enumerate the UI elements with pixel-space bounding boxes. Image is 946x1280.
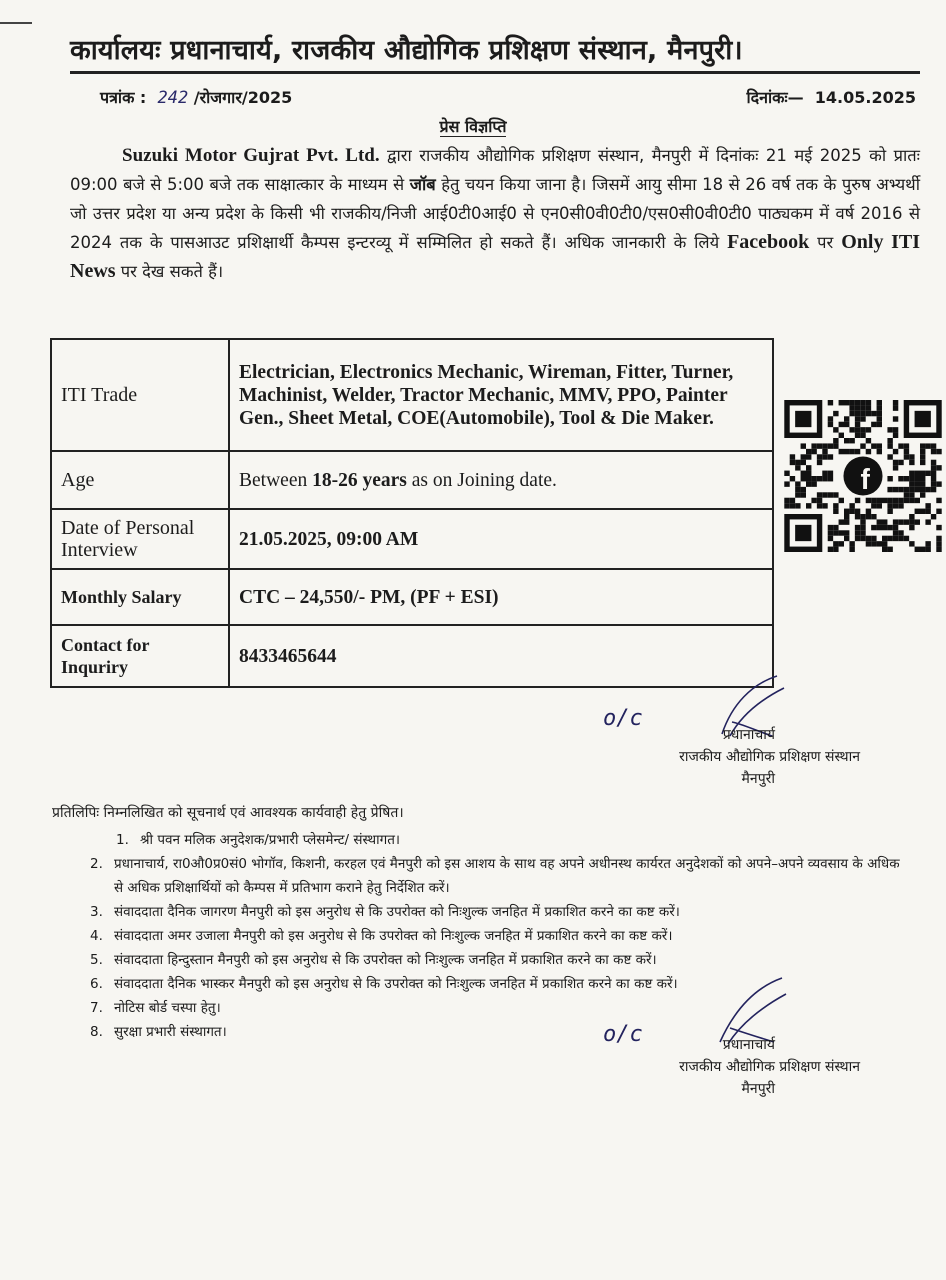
list-item: 7. नोटिस बोर्ड चस्पा हेतु। (90, 1000, 221, 1016)
trade-label: ITI Trade (51, 339, 229, 451)
list-item: 1. श्री पवन मलिक अनुदेशक/प्रभारी प्लेसमेन्ट/ संस्थागत। (116, 832, 401, 848)
trade-value: Electrician, Electronics Mechanic, Wireman, Fitter, Turner, Machinist, Welder, Tractor Mechanic, MMV, PPO, Painter Gen., Sheet Metal, COE(Automobile), Tool & Die Maker. (229, 339, 773, 451)
oc-initials: o/c (603, 706, 643, 731)
facebook-icon (843, 456, 882, 495)
ref-number: 242 (157, 88, 189, 108)
table-row (51, 339, 773, 451)
signatory-title: प्रधानाचार्य (722, 727, 775, 743)
press-release-title: प्रेस विज्ञप्ति (439, 117, 507, 136)
list-item: 2. प्रधानाचार्य, रा0औ0प्र0सं0 भोगॉव, किशनी, करहल एवं मैनपुरी को इस आशय के साथ वह अपने अधीनस्थ कार्यरत अनुदेशकों को अपने–अपने व्यवसाय के अधिक से अधिक प्रशिक्षार्थियों को कैम्पस में प्रतिभाग कराने हेतु निर्देशित करें। (90, 856, 900, 896)
issue-date (746, 86, 916, 108)
contact-label: Contact for Inquriry (51, 625, 229, 687)
ref-sep-1: / (193, 88, 200, 107)
signatory-city: मैनपुरी (741, 771, 775, 787)
date-value: 14.05.2025 (814, 88, 916, 107)
salary-value: CTC – 24,550/- PM, (PF + ESI) (229, 569, 773, 625)
signatory-institute: राजकीय औद्योगिक प्रशिक्षण संस्थान (679, 749, 860, 765)
table-row (51, 569, 773, 625)
signatory-institute: राजकीय औद्योगिक प्रशिक्षण संस्थान (679, 1059, 860, 1075)
table-row (51, 451, 773, 509)
date-label: दिनांकः— (746, 88, 804, 107)
table-row (51, 625, 773, 687)
interview-date-value: 21.05.2025, 09:00 AM (229, 509, 773, 569)
signatory-title: प्रधानाचार्य (722, 1037, 775, 1053)
only-iti-news-text: Only ITI News (70, 231, 920, 282)
corner-mark (0, 22, 32, 24)
interview-date-label: Date of Personal Interview (51, 509, 229, 569)
age-value: Between 18-26 years as on Joining date. (229, 451, 773, 509)
facebook-text: Facebook (727, 231, 810, 253)
list-item: 6. संवाददाता दैनिक भास्कर मैनपुरी को इस अनुरोध से कि उपरोक्त को निःशुल्क जनहित में प्रकाशित करने का कष्ट करें। (90, 976, 678, 992)
svg-text:f: f (860, 463, 870, 496)
qr-code[interactable] (784, 400, 942, 552)
list-item: 4. संवाददाता अमर उजाला मैनपुरी को इस अनुरोध से कि उपरोक्त को निःशुल्क जनहित में प्रकाशित करने का कष्ट करें। (90, 928, 673, 944)
oc-initials: o/c (603, 1022, 643, 1047)
press-release-body: Suzuki Motor Gujrat Pvt. Ltd. द्वारा राजकीय औद्योगिक प्रशिक्षण संस्थान, मैनपुरी में दिनांकः 21 मई 2025 को प्रातः 09:00 बजे से 5:00 बजे तक साक्षात्कार के माध्यम से जॉब हेतु चयन किया जाना है। जिसमें आयु सीमा 18 से 26 वर्ष तक के पुरुष अभ्यर्थी जो उत्तर प्रदेश या अन्य प्रदेश के किसी भी राजकीय/निजी आई0टी0आई0 से एन0सी0वी0टी0/एस0सी0वी0टी0 पाठ्यकम में वर्ष 2016 से 2024 तक के पासआउट प्रशिक्षार्थी कैम्पस इन्टरव्यू में सम्मिलित हो सकते हैं। अधिक जानकारी के लिये Facebook पर Only ITI News पर देख सकते हैं। (70, 145, 920, 282)
signature-block (600, 1034, 860, 1100)
contact-value: 8433465644 (229, 625, 773, 687)
copy-to-intro: प्रतिलिपिः निम्नलिखित को सूचनार्थ एवं आवश्यक कार्यवाही हेतु प्रेषित। (52, 805, 404, 821)
recruitment-details-table (50, 338, 774, 688)
company-name: Suzuki Motor Gujrat Pvt. Ltd. (122, 145, 380, 166)
list-item: 5. संवाददाता हिन्दुस्तान मैनपुरी को इस अनुरोध से कि उपरोक्त को निःशुल्क जनहित में प्रकाशित करने का कष्ट करें। (90, 952, 657, 968)
signatory-city: मैनपुरी (741, 1081, 775, 1097)
job-word: जॉब (409, 175, 436, 194)
ref-dept: रोजगार (199, 88, 242, 107)
ref-year: 2025 (247, 88, 293, 107)
office-header: कार्यालयः प्रधानाचार्य, राजकीय औद्योगिक प्रशिक्षण संस्थान, मैनपुरी। (70, 30, 920, 74)
age-label: Age (51, 451, 229, 509)
signature-block (600, 724, 860, 790)
ref-sep-2: / (241, 88, 248, 107)
list-item: 3. संवाददाता दैनिक जागरण मैनपुरी को इस अनुरोध से कि उपरोक्त को निःशुल्क जनहित में प्रकाशित करने का कष्ट करें। (90, 904, 680, 920)
list-item: 8. सुरक्षा प्रभारी संस्थागत। (90, 1024, 227, 1040)
table-row (51, 509, 773, 569)
reference-number (100, 86, 292, 108)
ref-label: पत्रांक : (100, 88, 147, 107)
salary-label: Monthly Salary (51, 569, 229, 625)
